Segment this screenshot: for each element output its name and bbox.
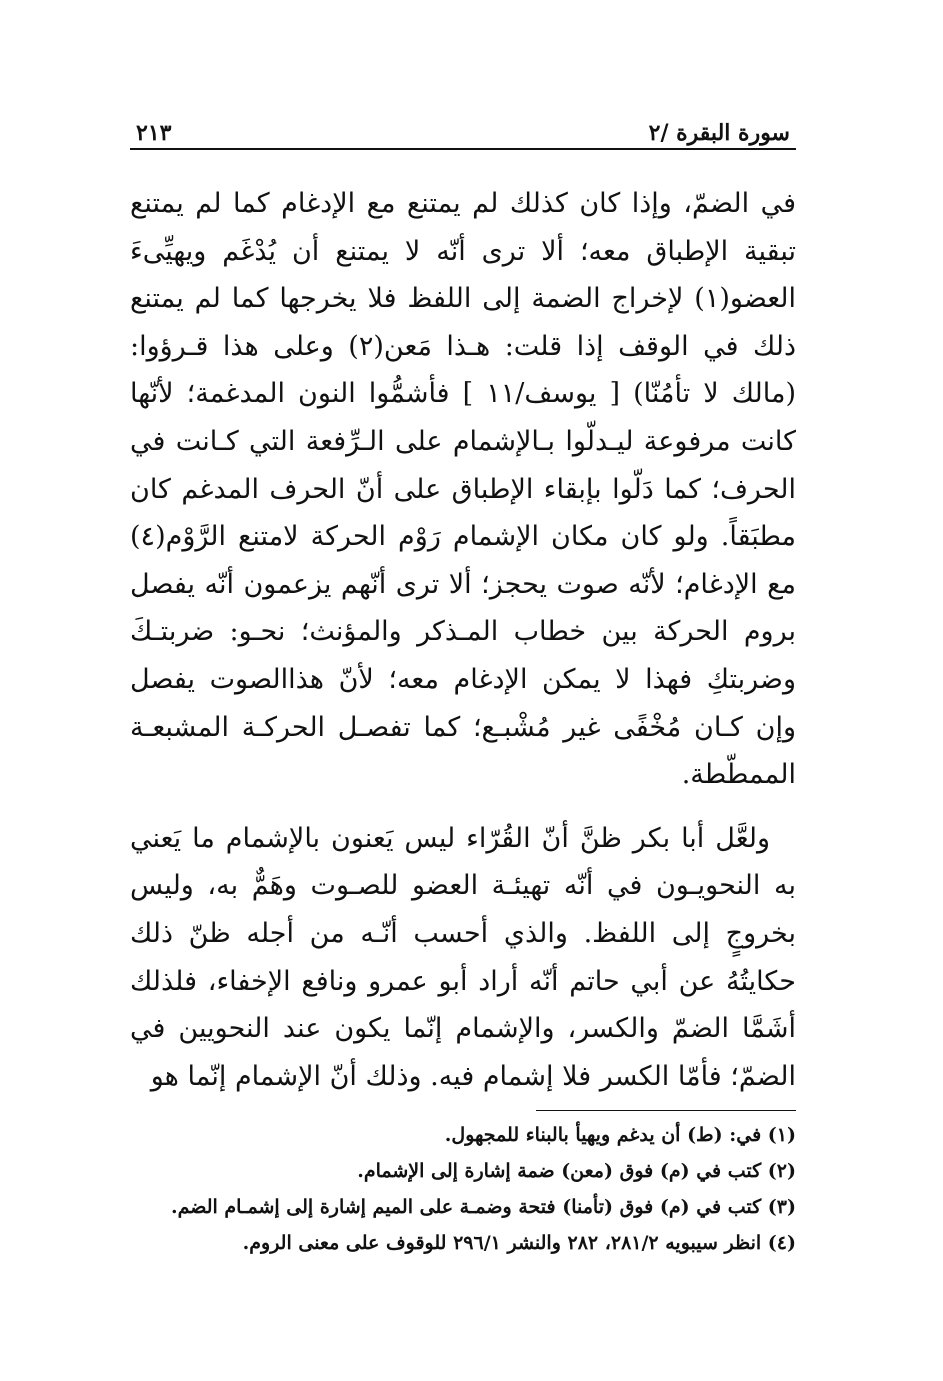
paragraph-1: في الضمّ، وإذا كان كذلك لم يمتنع مع الإدغام كما لم يمتنع تبقية الإطباق معه؛ ألا ترى أنّه لا يمتنع أن يُدْغَم ويهيِّىءَ العضو(١) لإخراج الضمة إلى اللفظ فلا يخرجها كما لم يمتنع ذلك في الوقف إذا قلت: هـذا مَعن(٢) وعلى هذا قـرؤوا: (مالك لا تأمُنّا) [ يوسف/١١ ] فأشمُّوا النون المدغمة؛ لأنّها كانت مرفوعة ليـدلّوا بـالإشمام على الـرِّفعة التي كـانت في الحرف؛ كما دَلّوا بإبقاء الإطباق على أنّ الحرف المدغم كان مطبَقاً. ولو كان مكان الإشمام رَوْم الحركة لامتنع الرَّوْم(٤) مع الإدغام؛ لأنّه صوت يحجز؛ ألا ترى أنّهم يزعمون أنّه يفصل بروم الحركة بين خطاب المـذكر والمؤنث؛ نحـو: ضربتـكَ وضربتكِ فهذا لا يمكن الإدغام معه؛ لأنّ هذاالصوت يفصل وإن كـان مُخْفًى غير مُشْبـع؛ كما تفصـل الحركـة المشبعـة الممطّطة.: [130, 188, 796, 791]
chapter-title: سورة البقرة /٢: [648, 120, 790, 146]
main-text: [130, 180, 796, 1100]
header-divider: [130, 148, 796, 150]
footnote-1: (١) في: (ط) أن يدغم ويهيأ بالبناء للمجهول.: [444, 1124, 796, 1147]
running-head: [130, 112, 796, 146]
footnote-4: (٤) انظر سيبويه ٢٨١/٢، ٢٨٢ والنشر ٢٩٦/١ للوقوف على معنى الروم.: [242, 1232, 796, 1255]
book-page: [130, 112, 796, 1261]
page-number: ٢١٣: [136, 120, 172, 146]
footnote-2: (٢) كتب في (م) فوق (معن) ضمة إشارة إلى الإشمام.: [357, 1160, 796, 1183]
footnote-divider: [536, 1110, 796, 1111]
footnote-3: (٣) كتب في (م) فوق (تأمنا) فتحة وضمـة على الميم إشارة إلى إشمـام الضم.: [170, 1196, 796, 1219]
paragraph-2: ولعَّل أبا بكر ظنَّ أنّ القُرّاء ليس يَعنون بالإشمام ما يَعني به النحويـون في أنّه تهيئـة العضو للصـوت وهَمٌّ به، وليس بخروجٍ إلى اللفظ. والذي أحسب أنّـه من أجله ظنّ ذلك حكايتُهُ عن أبي حاتم أنّه أراد أبو عمرو ونافع الإخفاء، فلذلك أشَمَّا الضمّ والكسر، والإشمام إنّما يكون عند النحويين في الضمّ؛ فأمّا الكسر فلا إشمام فيه. وذلك أنّ الإشمام إنّما هو: [130, 822, 796, 1092]
footnotes: [130, 1117, 796, 1261]
